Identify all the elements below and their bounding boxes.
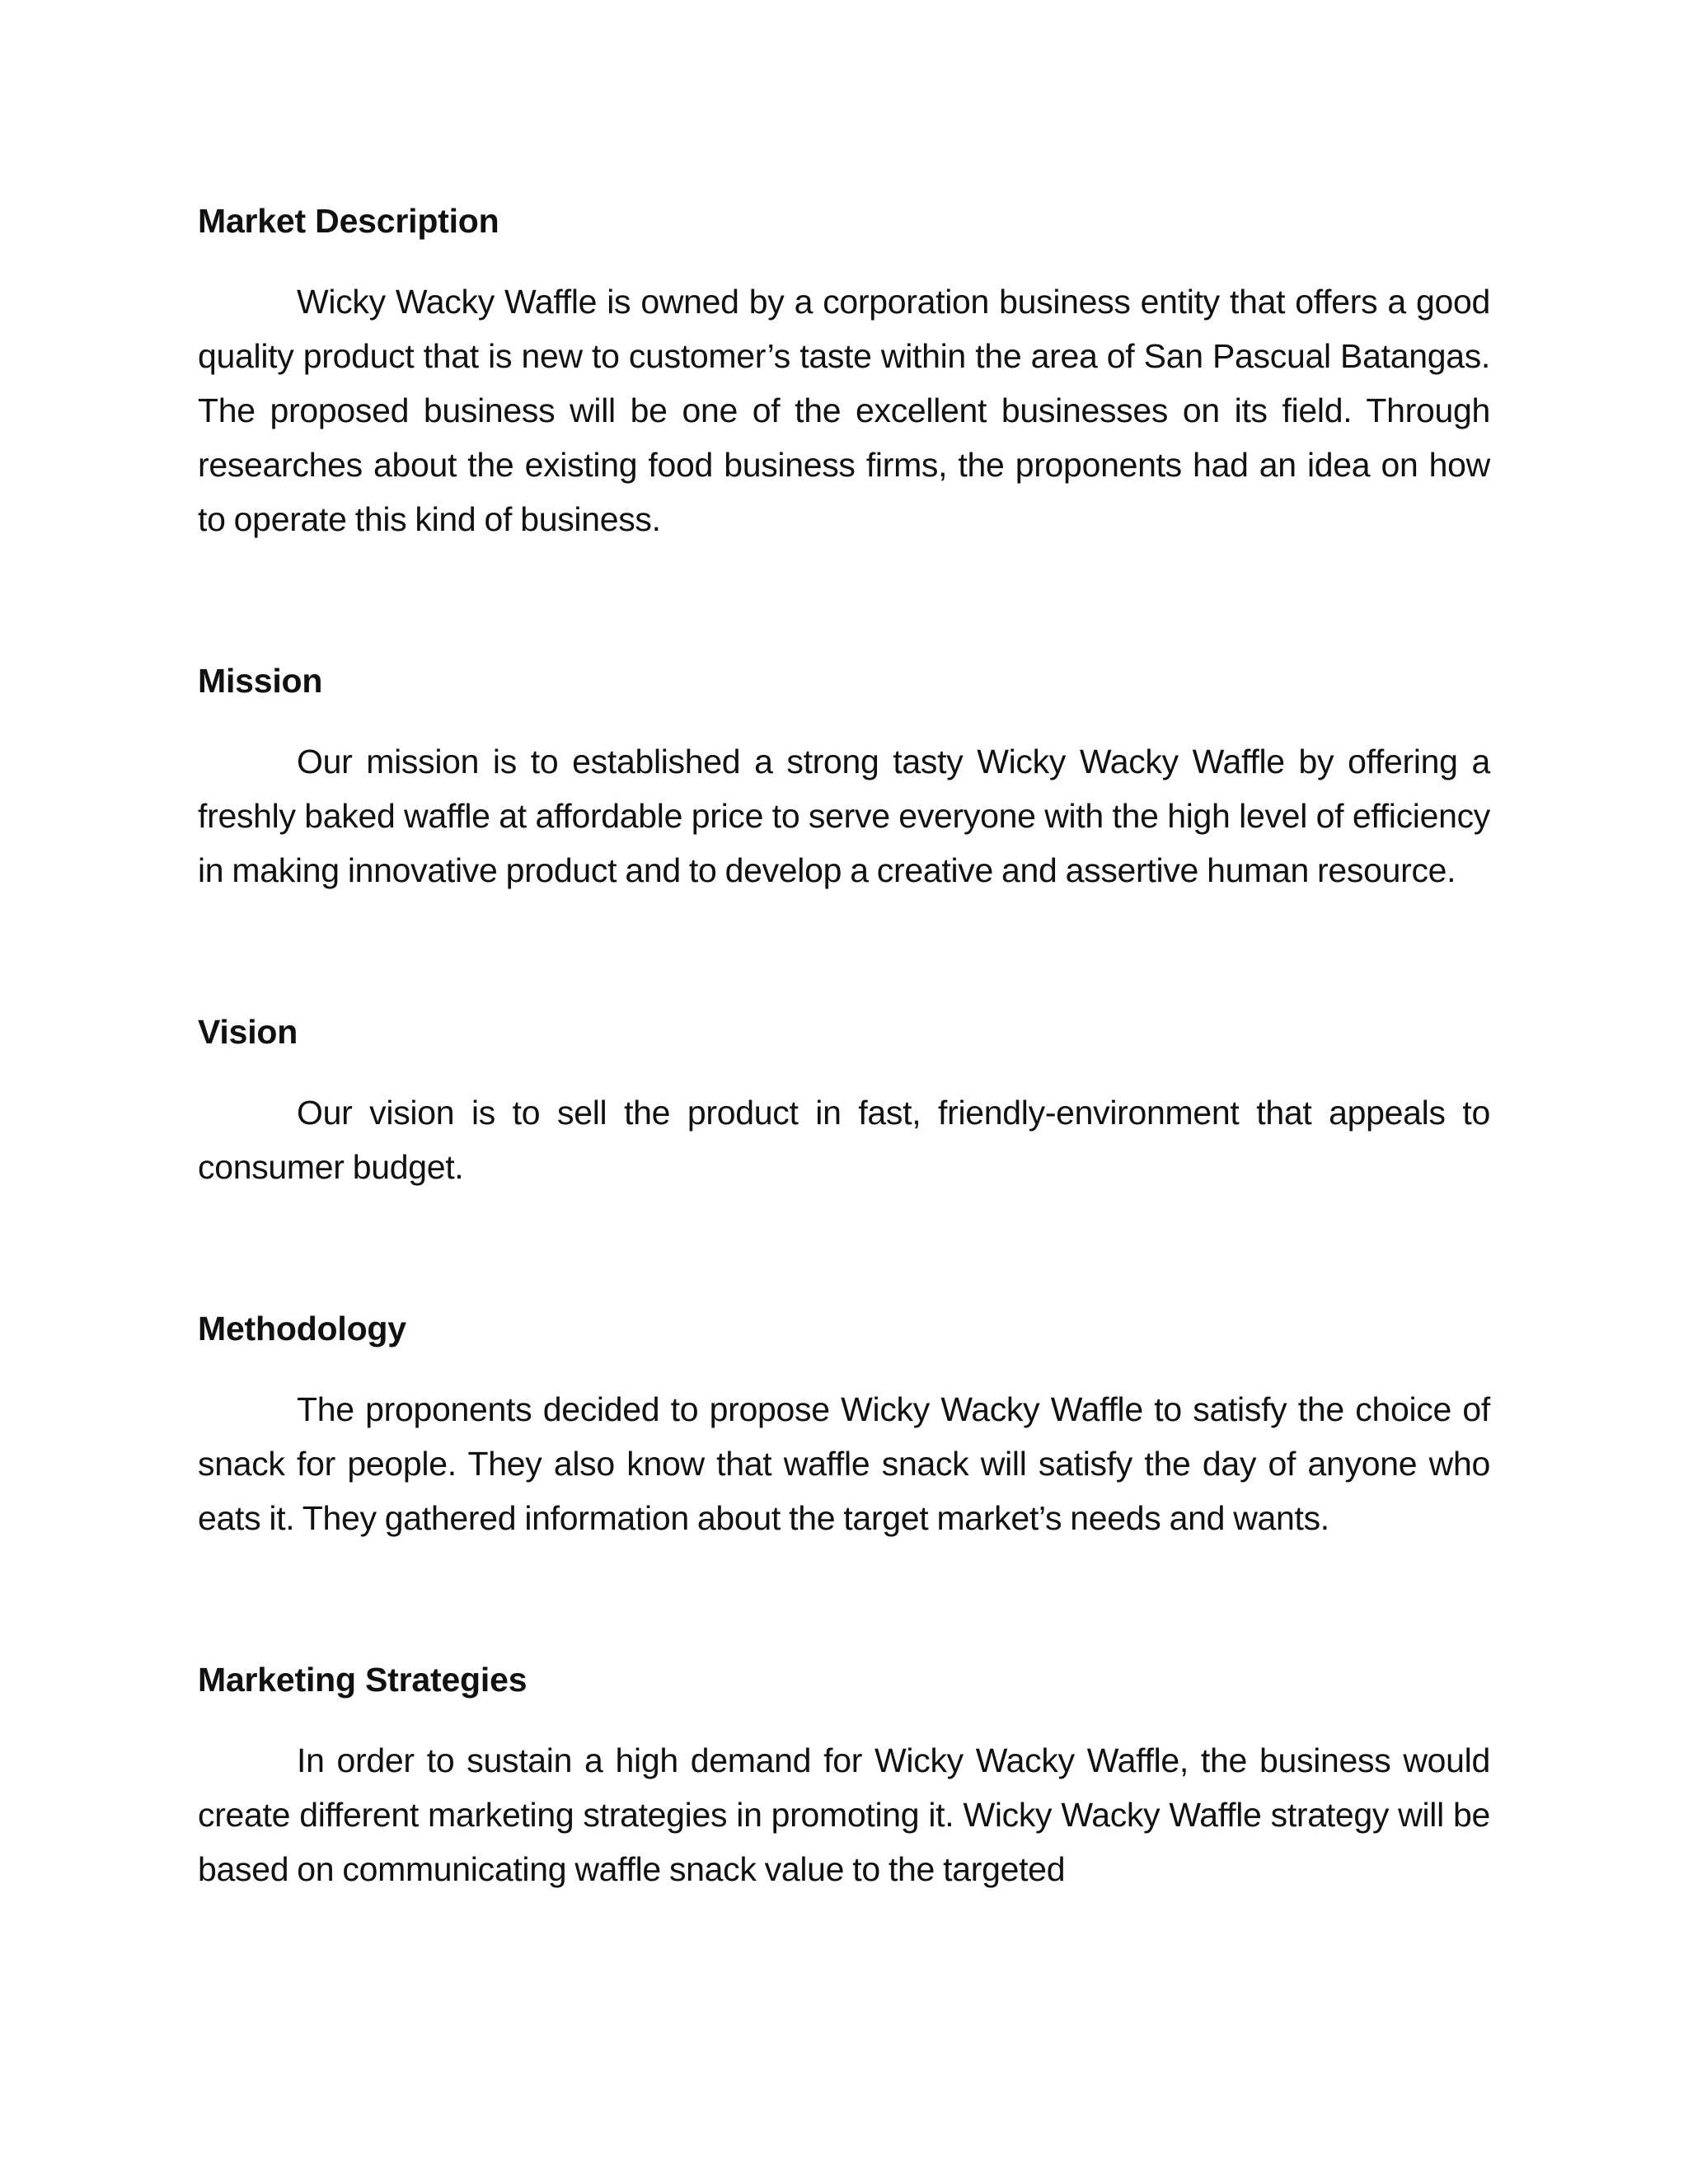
section-methodology — [198, 1301, 1490, 1545]
section-heading: Methodology — [198, 1310, 406, 1347]
section-heading: Market Description — [198, 202, 499, 240]
section-paragraph: The proponents decided to propose Wicky Wacky Waffle to satisfy the choice of snack for people. They also know that waffle snack will satisfy the day of anyone who eats it. They gathered information about the target market’s needs and wants. — [198, 1390, 1490, 1537]
section-heading: Marketing Strategies — [198, 1661, 528, 1699]
section-heading: Mission — [198, 662, 323, 700]
section-heading: Vision — [198, 1013, 298, 1051]
section-mission — [198, 654, 1490, 898]
section-paragraph: Our mission is to established a strong tasty Wicky Wacky Waffle by offering a freshly baked waffle at affordable price to serve everyone with the high level of efficiency in making innovative product and to develop a creative and assertive human resource. — [198, 743, 1490, 889]
document-content — [198, 194, 1490, 1896]
section-market-description — [198, 194, 1490, 546]
section-marketing-strategies — [198, 1652, 1490, 1896]
section-paragraph: In order to sustain a high demand for Wicky Wacky Waffle, the business would create different marketing strategies in promoting it. Wicky Wacky Waffle strategy will be based on communicating waffle snack value to the targeted — [198, 1741, 1490, 1888]
section-paragraph: Wicky Wacky Waffle is owned by a corporation business entity that offers a good quality product that is new to customer’s taste within the area of San Pascual Batangas. The proposed business will be one of the excellent businesses on its field. Through researches about the existing food business firms, the proponents had an idea on how to operate this kind of business. — [198, 283, 1490, 538]
section-vision — [198, 1005, 1490, 1194]
section-paragraph: Our vision is to sell the product in fast, friendly-environment that appeals to consumer budget. — [198, 1094, 1490, 1186]
